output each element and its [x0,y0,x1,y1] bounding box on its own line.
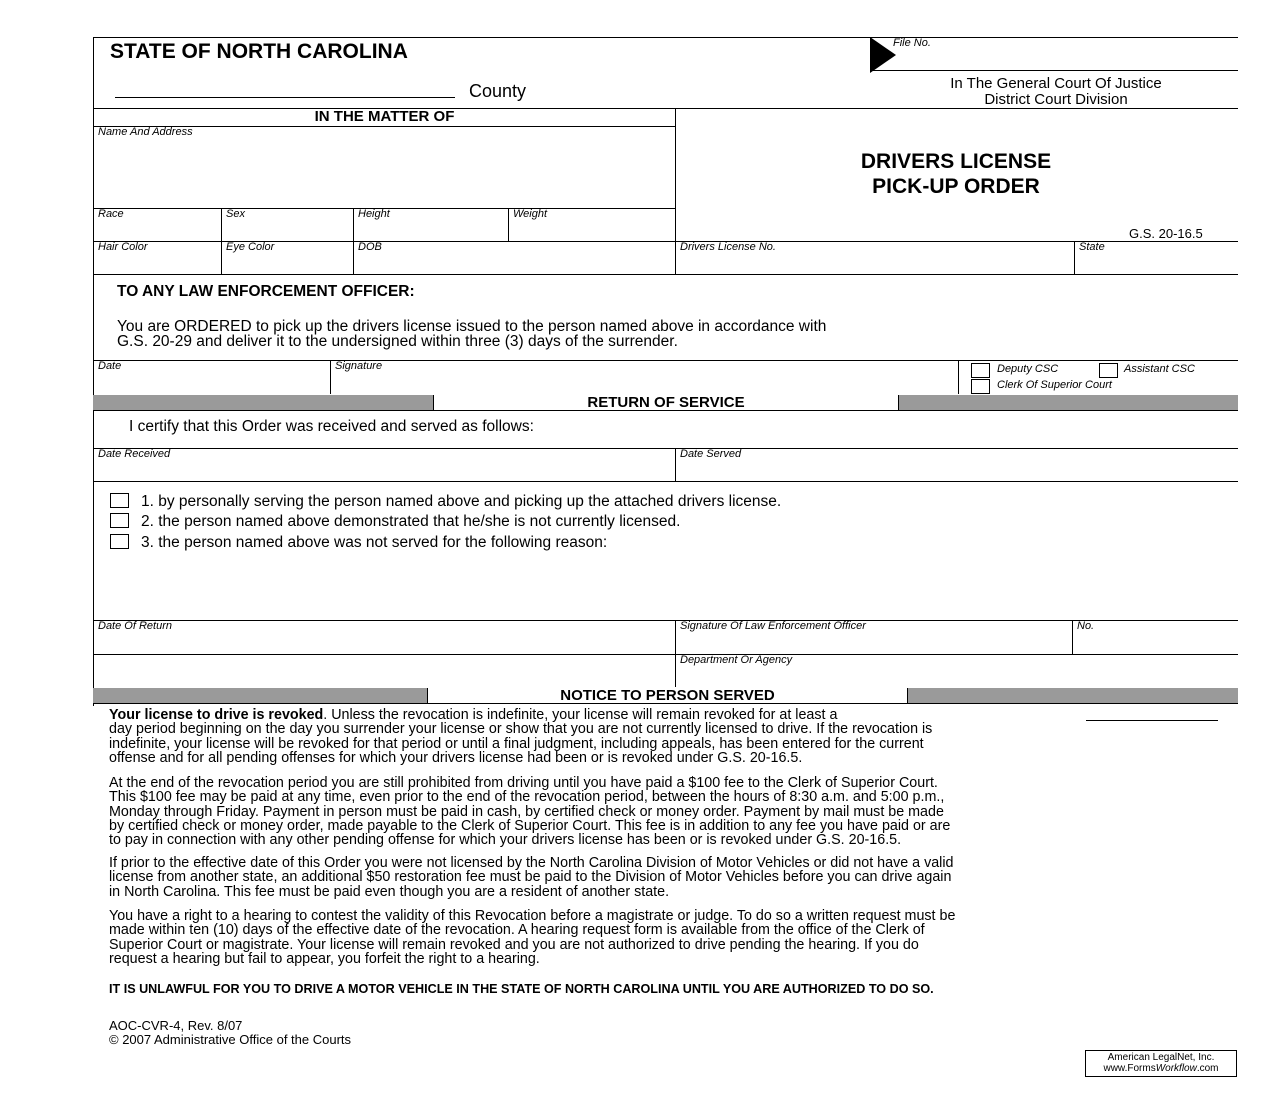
p4-line-2: made within ten (10) days of the effective date of the revocation. A hearing request form is available from the office of the Clerk of [109,922,925,939]
option-1-label: 1. by personally serving the person named above and picking up the attached drivers license. [141,493,782,510]
state-label: State [1079,241,1105,253]
p2-line-5: to pay in connection with any other pending offense for which your drivers license has been or is revoked under G.S. 20-16.5. [109,832,902,849]
date-received-row-bottom [93,481,1238,482]
officer-signature-label: Signature Of Law Enforcement Officer [680,620,866,632]
date-row-top [93,360,1238,361]
notice-bar-bottom [93,703,1238,704]
department-label: Department Or Agency [680,654,793,666]
dl-number-label: Drivers License No. [680,241,776,253]
service-option-2[interactable] [110,513,680,531]
signature-label: Signature [335,360,383,372]
order-text-line-1: You are ORDERED to pick up the drivers license issued to the person named above in accordance with [117,318,827,335]
p1-line-1: . Unless the revocation is indefinite, your license will remain revoked for at least a [323,707,838,723]
p4-line-1: You have a right to a hearing to contest the validity of this Revocation before a magistrate or judge. To do so a written request must be [109,908,956,924]
assistant-csc-checkbox[interactable] [1099,363,1118,378]
notice-paragraph-1 [109,708,1231,765]
option-2-checkbox[interactable] [110,513,129,528]
p3-line-2: license from another state, an additional $50 restoration fee must be paid to the Division of Motor Vehicles before you can drive again [109,869,952,886]
p2-line-4: by certified check or money order, made payable to the Clerk of Superior Court. This fee is in addition to any fee you have paid or are [109,817,951,834]
date-divider [330,360,331,394]
vendor-url-part-3: .com [1196,1063,1219,1074]
return-service-title: RETURN OF SERVICE [433,395,899,410]
date-label: Date [98,360,122,372]
notice-title: NOTICE TO PERSON SERVED [427,688,908,703]
date-received-divider [675,448,676,481]
file-no-underline [870,70,1238,71]
county-label: County [469,81,527,101]
vendor-url [1086,1063,1236,1074]
file-no-label: File No. [893,37,931,49]
form-title-line-1: DRIVERS LICENSE [860,150,1052,173]
certify-text: I certify that this Order was received and served as follows: [129,418,534,435]
p3-line-1: If prior to the effective date of this Order you were not licensed by the North Carolina Division of Motor Vehicles or did not have a valid [109,855,954,871]
court-line-1: In The General Court Of Justice [950,75,1162,92]
notice-paragraph-4 [109,909,1231,966]
sex-label: Sex [226,208,245,220]
notice-paragraph-2 [109,776,1231,847]
order-heading: TO ANY LAW ENFORCEMENT OFFICER: [117,283,415,300]
vendor-url-part-2: Workflow [1155,1063,1197,1074]
p2-line-1: At the end of the revocation period you are still prohibited from driving until you have paid a $100 fee to the Clerk of Superior Court. [109,775,938,791]
state-divider [1074,241,1075,275]
clerk-superior-checkbox[interactable] [971,379,990,394]
service-option-1[interactable] [110,493,781,511]
p1-line-4: offense and for all pending offenses for which your drivers license had been or is revoked under G.S. 20-16.5. [109,749,803,766]
form-number: AOC-CVR-4, Rev. 8/07 [109,1018,243,1033]
option-2-label: 2. the person named above demonstrated that he/she is not currently licensed. [141,513,681,530]
no-divider [1072,620,1073,654]
name-address-label: Name And Address [98,126,193,138]
p2-line-2: This $100 fee may be paid at any time, even prior to the end of the revocation period, between the hours of 8:30 a.m. and 5:00 p.m., [109,789,945,806]
date-of-return-label: Date Of Return [98,620,172,632]
service-option-3[interactable] [110,534,607,552]
p4-line-3: Superior Court or magistrate. Your license will remain revoked and you are not authorized to drive pending the hearing. If you do [109,936,919,953]
order-text-line-2: G.S. 20-29 and deliver it to the undersigned within three (3) days of the surrender. [117,333,678,350]
state-title: STATE OF NORTH CAROLINA [110,40,408,63]
county-input[interactable] [115,97,455,98]
date-received-label: Date Received [98,448,171,460]
dob-label: DOB [358,241,382,253]
top-border [93,37,1238,38]
eye-color-label: Eye Color [226,241,275,253]
vendor-stamp [1085,1050,1237,1077]
option-3-checkbox[interactable] [110,534,129,549]
left-border [93,37,94,706]
date-served-label: Date Served [680,448,742,460]
unlawful-warning: IT IS UNLAWFUL FOR YOU TO DRIVE A MOTOR VEHICLE IN THE STATE OF NORTH CAROLINA UNTIL YOU ARE AUTHORIZED TO DO SO. [109,982,934,996]
col-divider-3 [508,208,509,241]
option-1-checkbox[interactable] [110,493,129,508]
notice-paragraph-3 [109,856,1231,899]
hair-color-label: Hair Color [98,241,148,253]
name-address-input[interactable] [98,140,668,204]
p1-line-3: indefinite, your license will be revoked for that period or until a final judgment, including appeals, has been entered for the current [109,735,924,752]
statute-ref: G.S. 20-16.5 [1129,226,1203,241]
revocation-days-input[interactable] [1086,720,1218,721]
date-received-row-top [93,448,1238,449]
deputy-csc-label: Deputy CSC [997,363,1059,375]
race-label: Race [98,208,124,220]
p3-line-3: in North Carolina. This fee must be paid even though you are a resident of another state. [109,883,670,900]
court-line-2: District Court Division [984,91,1128,108]
clerk-superior-label: Clerk Of Superior Court [997,379,1112,391]
vendor-name: American LegalNet, Inc. [1107,1052,1215,1063]
matter-title: IN THE MATTER OF [314,108,455,125]
id-row-bottom [93,274,1238,275]
revoked-heading: Your license to drive is revoked [109,707,324,723]
deputy-csc-checkbox[interactable] [971,363,990,378]
vendor-url-part-1: www.Forms [1103,1063,1156,1074]
weight-label: Weight [513,208,548,220]
return-bar-bottom [93,410,1238,411]
department-row-top [93,654,1238,655]
form-title-line-2: PICK-UP ORDER [872,175,1040,198]
option-3-label: 3. the person named above was not served for the following reason: [141,534,608,551]
signature-divider [958,360,959,394]
assistant-csc-label: Assistant CSC [1124,363,1195,375]
officer-no-label: No. [1077,620,1095,632]
p4-line-4: request a hearing but fail to appear, you forfeit the right to a hearing. [109,950,540,967]
height-label: Height [358,208,390,220]
not-served-reason-input[interactable] [140,556,1230,616]
file-no-input[interactable] [895,50,1235,70]
p1-line-2: day period beginning on the day you surrender your license or show that you are not currently licensed to drive. If the revocation is [109,721,933,738]
return-date-row-top [93,620,1238,621]
copyright: © 2007 Administrative Office of the Courts [109,1032,352,1047]
p2-line-3: Monday through Friday. Payment in person must be paid in cash, by certified check or money order. Payment by mail must be made [109,803,944,820]
